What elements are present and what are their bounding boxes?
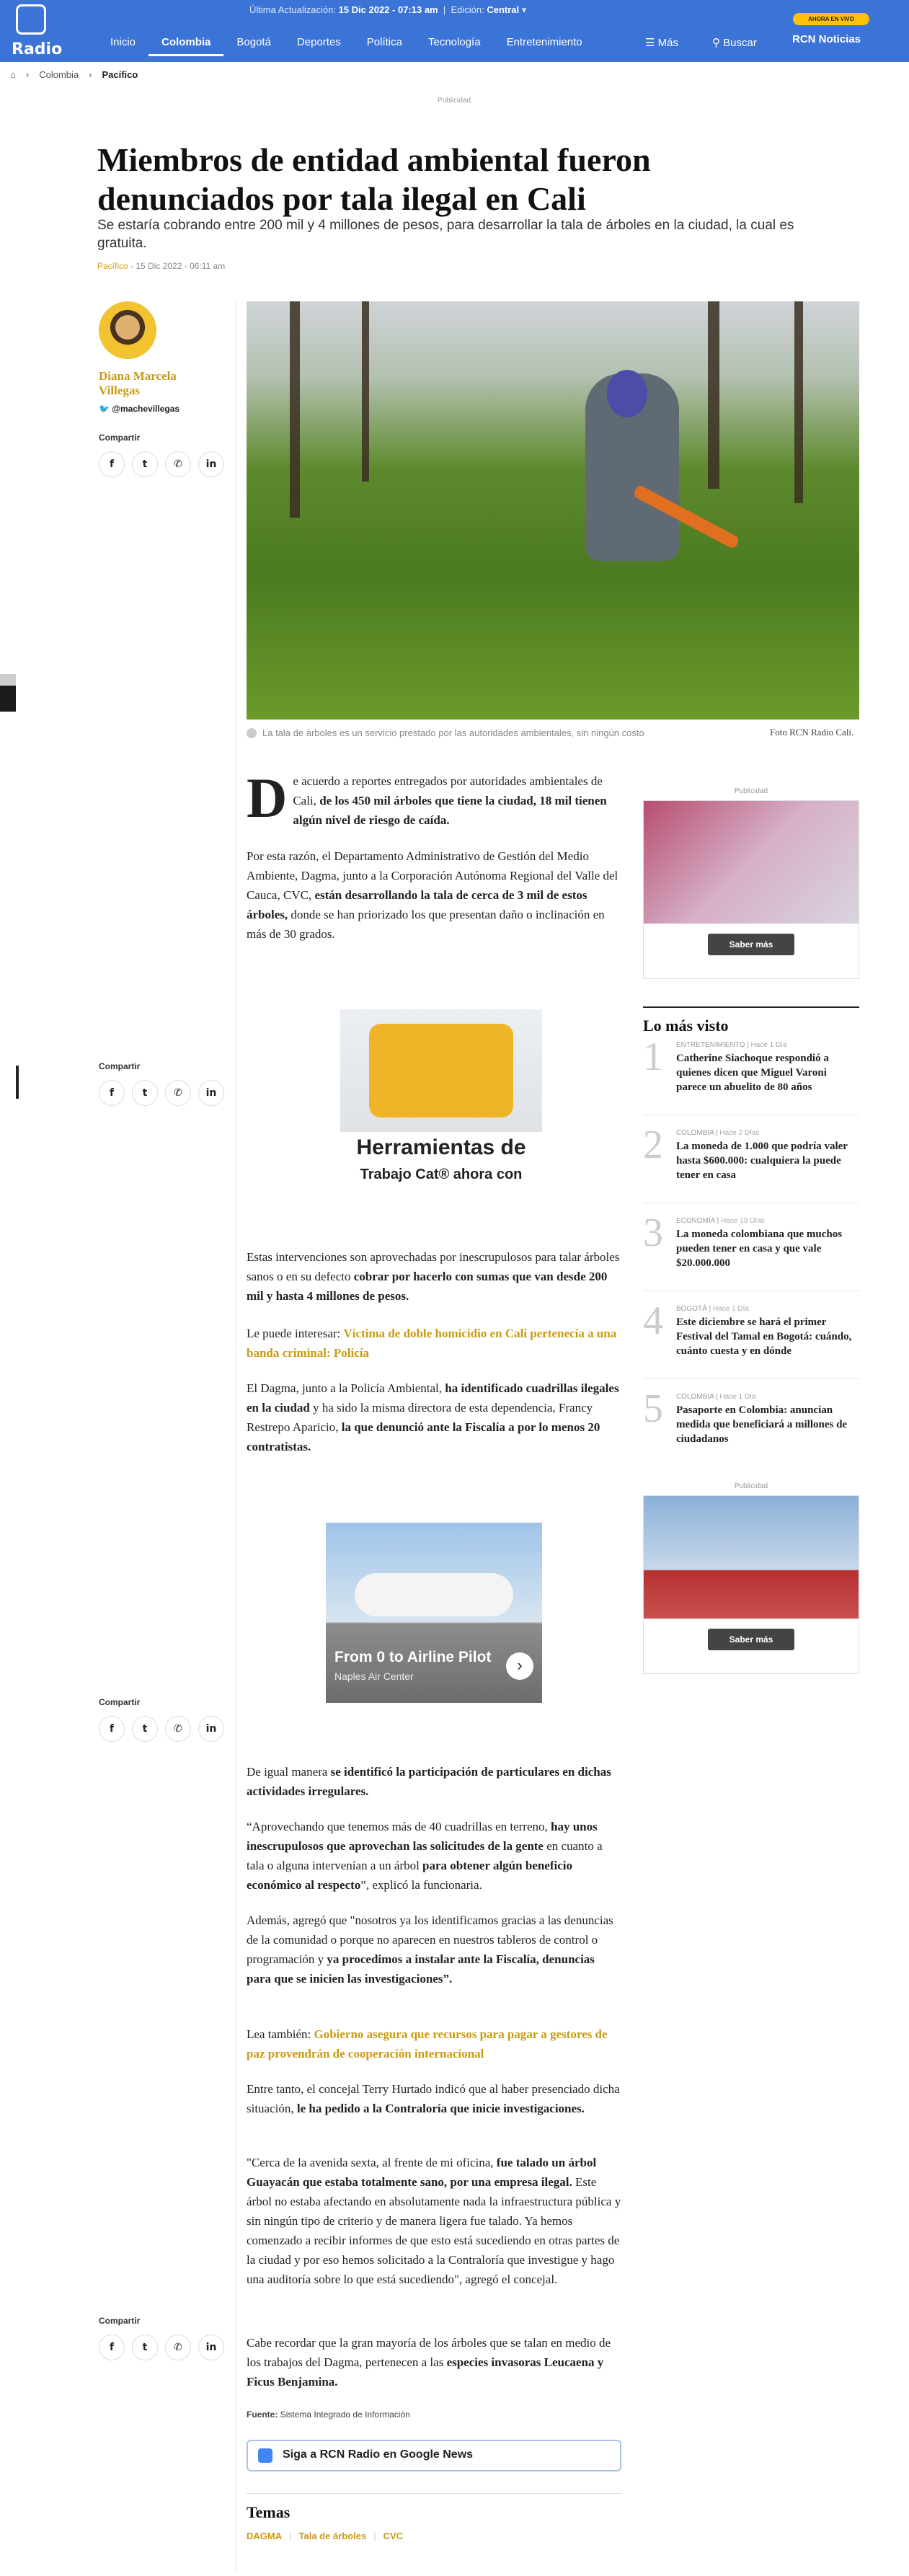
item-category: COLOMBIA	[676, 1393, 714, 1401]
twitter-share-icon[interactable]: t	[132, 1716, 158, 1742]
paragraph-11	[247, 2153, 621, 2289]
tag-dagma[interactable]: DAGMA	[247, 2531, 283, 2541]
facebook-icon[interactable]: f	[99, 1080, 125, 1106]
hamburger-icon: ☰	[645, 37, 655, 49]
divider	[247, 2493, 621, 2494]
drop-cap: D	[247, 766, 288, 829]
side-widget[interactable]	[0, 686, 16, 712]
photo-credit: Foto RCN Radio Cali.	[770, 727, 854, 738]
breadcrumb	[10, 69, 138, 80]
article-section[interactable]: Pacífico	[97, 261, 128, 271]
source-value: Sistema Integrado de Información	[280, 2409, 410, 2420]
topics-title: Temas	[247, 2503, 291, 2521]
text-span: y ha sido la misma directora de esta dependencia, Francy Restrepo Aparicio,	[247, 1401, 593, 1434]
paragraph-10	[247, 2079, 621, 2118]
text-bold: de los 450 mil árboles que tiene la ciudad, 18 mil tienen algún nivel de riesgo de caída.	[293, 794, 607, 827]
search-button[interactable]	[712, 36, 757, 49]
breadcrumb-colombia[interactable]: Colombia	[39, 69, 79, 80]
photo-tree	[362, 301, 369, 482]
whatsapp-icon[interactable]: ✆	[165, 1716, 191, 1742]
linkedin-icon[interactable]: in	[198, 451, 224, 477]
paragraph-4	[247, 1324, 621, 1363]
item-time: Hace 1 Día	[712, 1305, 749, 1313]
author-twitter[interactable]	[99, 404, 179, 414]
text-span: "Cerca de la avenida sexta, al frente de mi oficina,	[247, 2156, 497, 2169]
sidebar-ad-2[interactable]	[643, 1495, 859, 1674]
item-meta: COLOMBIA | Hace 1 Día	[676, 1393, 756, 1401]
search-icon: ⚲	[712, 37, 720, 49]
google-news-label: Siga a RCN Radio en Google News	[283, 2448, 474, 2461]
ad-label: Publicidad	[437, 97, 471, 105]
nav-deportes[interactable]: Deportes	[296, 36, 341, 48]
rank-number: 2	[643, 1123, 663, 1167]
nav-bogota[interactable]: Bogotá	[236, 36, 271, 48]
rank-number: 1	[643, 1035, 663, 1079]
more-menu[interactable]	[645, 36, 678, 49]
tag-tala[interactable]: Tala de árboles	[298, 2531, 367, 2541]
nav-inicio[interactable]: Inicio	[110, 36, 136, 48]
paragraph-9	[247, 2024, 621, 2063]
ad-label: Publicidad	[734, 787, 768, 795]
share-label: Compartir	[99, 1061, 141, 1071]
cat-ad-line1: Herramientas de	[356, 1136, 526, 1159]
item-category: ENTRETENIMIENTO	[676, 1041, 745, 1049]
article-meta: Pacífico - 15 Dic 2022 - 06:11 am	[97, 261, 226, 271]
text-bold: para obtener algún beneficio económico al respecto	[247, 1859, 572, 1892]
rank-number: 3	[643, 1210, 663, 1255]
text-span: Este árbol no estaba afectando en absolutamente nada la infraestructura pública y sin ningún tipo de criterio y de manera ligera fue talado. Ya hemos comenzado a recibir informes de que esto está sucediendo en otras partes de la ciudad y por eso hemos solicitado a la Contraloría que investigue y hago una auditoría sobre lo que está sucediendo", agregó el concejal.	[247, 2175, 621, 2286]
item-title[interactable]: La moneda de 1.000 que podría valer hasta $600.000: cualquiera la puede tener en casa	[676, 1141, 848, 1181]
text-bold: están desarrollando la tala de cerca de 3 mil de estos árboles,	[247, 888, 587, 921]
text-bold: especies invasoras Leucaena y Ficus Benjamina.	[247, 2355, 604, 2389]
tag-separator: |	[373, 2531, 376, 2541]
photo-tree	[708, 301, 719, 489]
item-title[interactable]: Catherine Siachoque respondió a quienes dicen que Miguel Varoni parece un abuelito de 80 años	[676, 1053, 829, 1093]
item-meta: BOGOTÁ | Hace 1 Día	[676, 1305, 749, 1313]
item-title[interactable]: La moneda colombiana que muchos pueden tener en casa y que vale $20.000.000	[676, 1229, 843, 1269]
item-category: COLOMBIA	[676, 1129, 714, 1137]
whatsapp-icon[interactable]: ✆	[165, 2334, 191, 2360]
update-label: Última Actualización:	[249, 4, 336, 15]
item-meta: COLOMBIA | Hace 2 Días	[676, 1129, 760, 1137]
text-span: Entre tanto, el concejal Terry Hurtado indicó que al haber presenciado dicha situación,	[247, 2082, 620, 2115]
paragraph-6	[247, 1762, 621, 1801]
nav-tecnologia[interactable]: Tecnología	[428, 36, 481, 48]
text-span: Por esta razón, el Departamento Administrativo de Gestión del Medio Ambiente, Dagma, junto a la Corporación Autónoma Regional del Valle del Cauca, CVC,	[247, 849, 618, 902]
divider	[643, 1378, 859, 1379]
paragraph-12	[247, 2333, 621, 2391]
topic-tags	[247, 2531, 403, 2541]
article-photo	[247, 301, 859, 720]
paragraph-3	[247, 1247, 621, 1306]
text-span: Lea también:	[247, 2027, 314, 2041]
saber-mas-button[interactable]: Saber más	[708, 1629, 794, 1650]
breadcrumb-pacifico: Pacífico	[102, 69, 138, 80]
cat-ad-image	[340, 1009, 542, 1132]
text-bold: ha identificado cuadrillas ilegales en la ciudad	[247, 1381, 619, 1415]
share-block	[99, 2316, 229, 2360]
google-news-button[interactable]	[247, 2440, 621, 2471]
share-label: Compartir	[99, 433, 141, 443]
share-block	[99, 1697, 229, 1742]
nav-entretenimiento[interactable]: Entretenimiento	[506, 36, 582, 48]
author-avatar[interactable]	[99, 301, 156, 359]
source-label: Fuente:	[247, 2409, 278, 2420]
text-span: Cabe recordar que la gran mayoría de los árboles que se talan en medio de los trabajos del Dagma, pertenecen a las	[247, 2336, 611, 2369]
text-bold: le ha pedido a la Contraloría que inicie investigaciones.	[296, 2102, 585, 2115]
twitter-share-icon[interactable]: t	[132, 2334, 158, 2360]
text-bold: la que denunció ante la Fiscalía a por lo menos 20 contratistas.	[247, 1420, 600, 1453]
cat-ad[interactable]	[340, 1009, 542, 1186]
cat-ad-line2: Trabajo Cat® ahora con	[360, 1167, 523, 1182]
edition-select[interactable]: Central	[487, 4, 520, 15]
airline-ad-sub: Naples Air Center	[334, 1670, 414, 1682]
paragraph-1	[247, 766, 621, 830]
share-block	[99, 433, 229, 477]
item-title[interactable]: Este diciembre se hará el primer Festival del Tamal en Bogotá: cuándo, cuánto cuesta y en dónde	[676, 1316, 852, 1357]
item-time: Hace 2 Días	[719, 1129, 760, 1137]
logo-mark-icon	[16, 4, 46, 35]
share-label: Compartir	[99, 1697, 141, 1707]
breadcrumb-separator: ›	[25, 69, 30, 80]
text-span: Estas intervenciones son aprovechadas por inescrupulosos para talar árboles sanos o en su defecto	[247, 1250, 620, 1283]
item-time: Hace 19 Días	[721, 1217, 765, 1225]
item-time: Hace 1 Día	[750, 1041, 787, 1049]
whatsapp-icon[interactable]: ✆	[165, 1080, 191, 1106]
item-meta: ENTRETENIMIENTO | Hace 1 Día	[676, 1041, 787, 1049]
top-header	[0, 0, 909, 62]
author-name[interactable]: Diana Marcela Villegas	[99, 369, 177, 397]
source-line	[247, 2409, 410, 2420]
whatsapp-icon[interactable]: ✆	[165, 451, 191, 477]
facebook-icon[interactable]: f	[99, 1716, 125, 1742]
twitter-share-icon[interactable]: t	[132, 451, 158, 477]
related-link[interactable]: Gobierno asegura que recursos para pagar a gestores de paz provendrán de cooperación internacional	[247, 2027, 608, 2061]
paragraph-2	[247, 846, 621, 944]
cat-ad-title	[347, 1136, 535, 1186]
paragraph-7	[247, 1817, 621, 1895]
article-subtitle: Se estaría cobrando entre 200 mil y 4 millones de pesos, para desarrollar la tala de árboles en la ciudad, la cual es gratuita.	[97, 218, 794, 251]
last-update: Última Actualización: 15 Dic 2022 - 07:13 am | Edición: Central ▾	[249, 4, 527, 15]
text-span: donde se han priorizado los que presentan daño o inclinación en más de 30 grados.	[247, 908, 605, 941]
google-news-icon	[258, 2448, 272, 2463]
more-label: Más	[657, 37, 678, 49]
saber-mas-button[interactable]: Saber más	[708, 934, 794, 955]
share-label: Compartir	[99, 2316, 141, 2326]
update-value: 15 Dic 2022 - 07:13 am	[338, 4, 438, 15]
search-label: Buscar	[723, 37, 757, 49]
most-read-title: Lo más visto	[643, 1006, 859, 1035]
share-block	[99, 1061, 229, 1106]
station-link[interactable]: RCN Noticias	[792, 33, 861, 45]
text-bold: se identificó la participación de particulares en dichas actividades irregulares.	[247, 1765, 611, 1798]
paragraph-5	[247, 1378, 621, 1456]
live-badge[interactable]: AHORA EN VIVO	[793, 13, 869, 25]
home-icon[interactable]: ⌂	[10, 69, 16, 80]
item-meta: ECONOMÍA | Hace 19 Días	[676, 1217, 765, 1225]
linkedin-icon[interactable]: in	[198, 1080, 224, 1106]
sidebar-ad-image	[644, 801, 859, 924]
photo-worker-head	[607, 370, 647, 417]
airline-ad[interactable]	[326, 1523, 542, 1703]
cat-ad-loader	[369, 1024, 513, 1117]
text-span: Además, agregó que "nosotros ya los identificamos gracias a las denuncias de la comunidad o porque no aparecen en nuestros tableros de control o programación y	[247, 1913, 613, 1966]
tag-separator: |	[289, 2531, 292, 2541]
airline-ad-title: From 0 to Airline Pilot	[334, 1649, 492, 1665]
photo-caption: La tala de árboles es un servicio prestado por las autoridades ambientales, sin ningún costo	[247, 727, 650, 740]
side-tab	[0, 674, 16, 686]
item-category: ECONOMÍA	[676, 1217, 715, 1225]
nav-colombia[interactable]: Colombia	[148, 32, 223, 56]
rcn-radio-logo[interactable]	[9, 4, 78, 58]
edition-label: Edición:	[451, 4, 484, 15]
twitter-handle: @machevillegas	[112, 404, 180, 414]
rank-number: 5	[643, 1386, 663, 1431]
main-nav	[97, 32, 595, 56]
rank-number: 4	[643, 1298, 663, 1343]
linkedin-icon[interactable]: in	[198, 1716, 224, 1742]
text-span: ”, explicó la funcionaria.	[360, 1878, 482, 1892]
text-bold: cobrar por hacerlo con sumas que van desde 200 mil y hasta 4 millones de pesos.	[247, 1270, 608, 1303]
most-read	[643, 1006, 859, 1035]
text-span: Le puede interesar:	[247, 1327, 344, 1340]
twitter-share-icon[interactable]: t	[132, 1080, 158, 1106]
item-category: BOGOTÁ	[676, 1305, 707, 1313]
side-indicator	[16, 1066, 19, 1099]
text-span: en cuanto a tala o alguna intervenían a un árbol	[247, 1839, 603, 1872]
text-span: El Dagma, junto a la Policía Ambiental,	[247, 1381, 445, 1395]
article-date: 15 Dic 2022 - 06:11 am	[136, 261, 226, 271]
text-span: e acuerdo a reportes entregados por autoridades ambientales de Cali,	[293, 774, 603, 807]
sidebar-ad-1[interactable]	[643, 800, 859, 979]
linkedin-icon[interactable]: in	[198, 2334, 224, 2360]
related-link[interactable]: Víctima de doble homicidio en Cali pertenecía a una banda criminal: Policía	[247, 1327, 617, 1360]
item-time: Hace 1 Día	[719, 1393, 756, 1401]
chevron-right-icon[interactable]: ›	[506, 1652, 533, 1680]
ad-label: Publicidad	[734, 1482, 768, 1490]
paragraph-8	[247, 1911, 621, 1988]
text-bold: ya procedimos a instalar ante la Fiscalía, denuncias para que se inicien las investigaciones”.	[247, 1952, 595, 1986]
photo-tree	[794, 301, 803, 503]
facebook-icon[interactable]: f	[99, 451, 125, 477]
airline-ad-plane	[355, 1573, 513, 1616]
text-bold: fue talado un árbol Guayacán que estaba totalmente sano, por una empresa ilegal.	[247, 2156, 597, 2189]
photo-tree	[290, 301, 300, 518]
logo-text: Radio	[12, 40, 63, 58]
sidebar-ad-image	[644, 1496, 859, 1619]
text-span: “Aprovechando que tenemos más de 40 cuadrillas en terreno,	[247, 1820, 551, 1833]
twitter-icon: 🐦	[99, 404, 110, 414]
item-title[interactable]: Pasaporte en Colombia: anuncian medida que beneficiará a millones de ciudadanos	[676, 1404, 848, 1445]
breadcrumb-separator: ›	[89, 69, 92, 80]
facebook-icon[interactable]: f	[99, 2334, 125, 2360]
text-span: De igual manera	[247, 1765, 331, 1779]
nav-politica[interactable]: Política	[366, 36, 402, 48]
text-bold: hay unos inescrupulosos que aprovechan las solicitudes de la gente	[247, 1820, 598, 1853]
tag-cvc[interactable]: CVC	[383, 2531, 404, 2541]
article-title: Miembros de entidad ambiental fueron denunciados por tala ilegal en Cali	[97, 141, 651, 217]
